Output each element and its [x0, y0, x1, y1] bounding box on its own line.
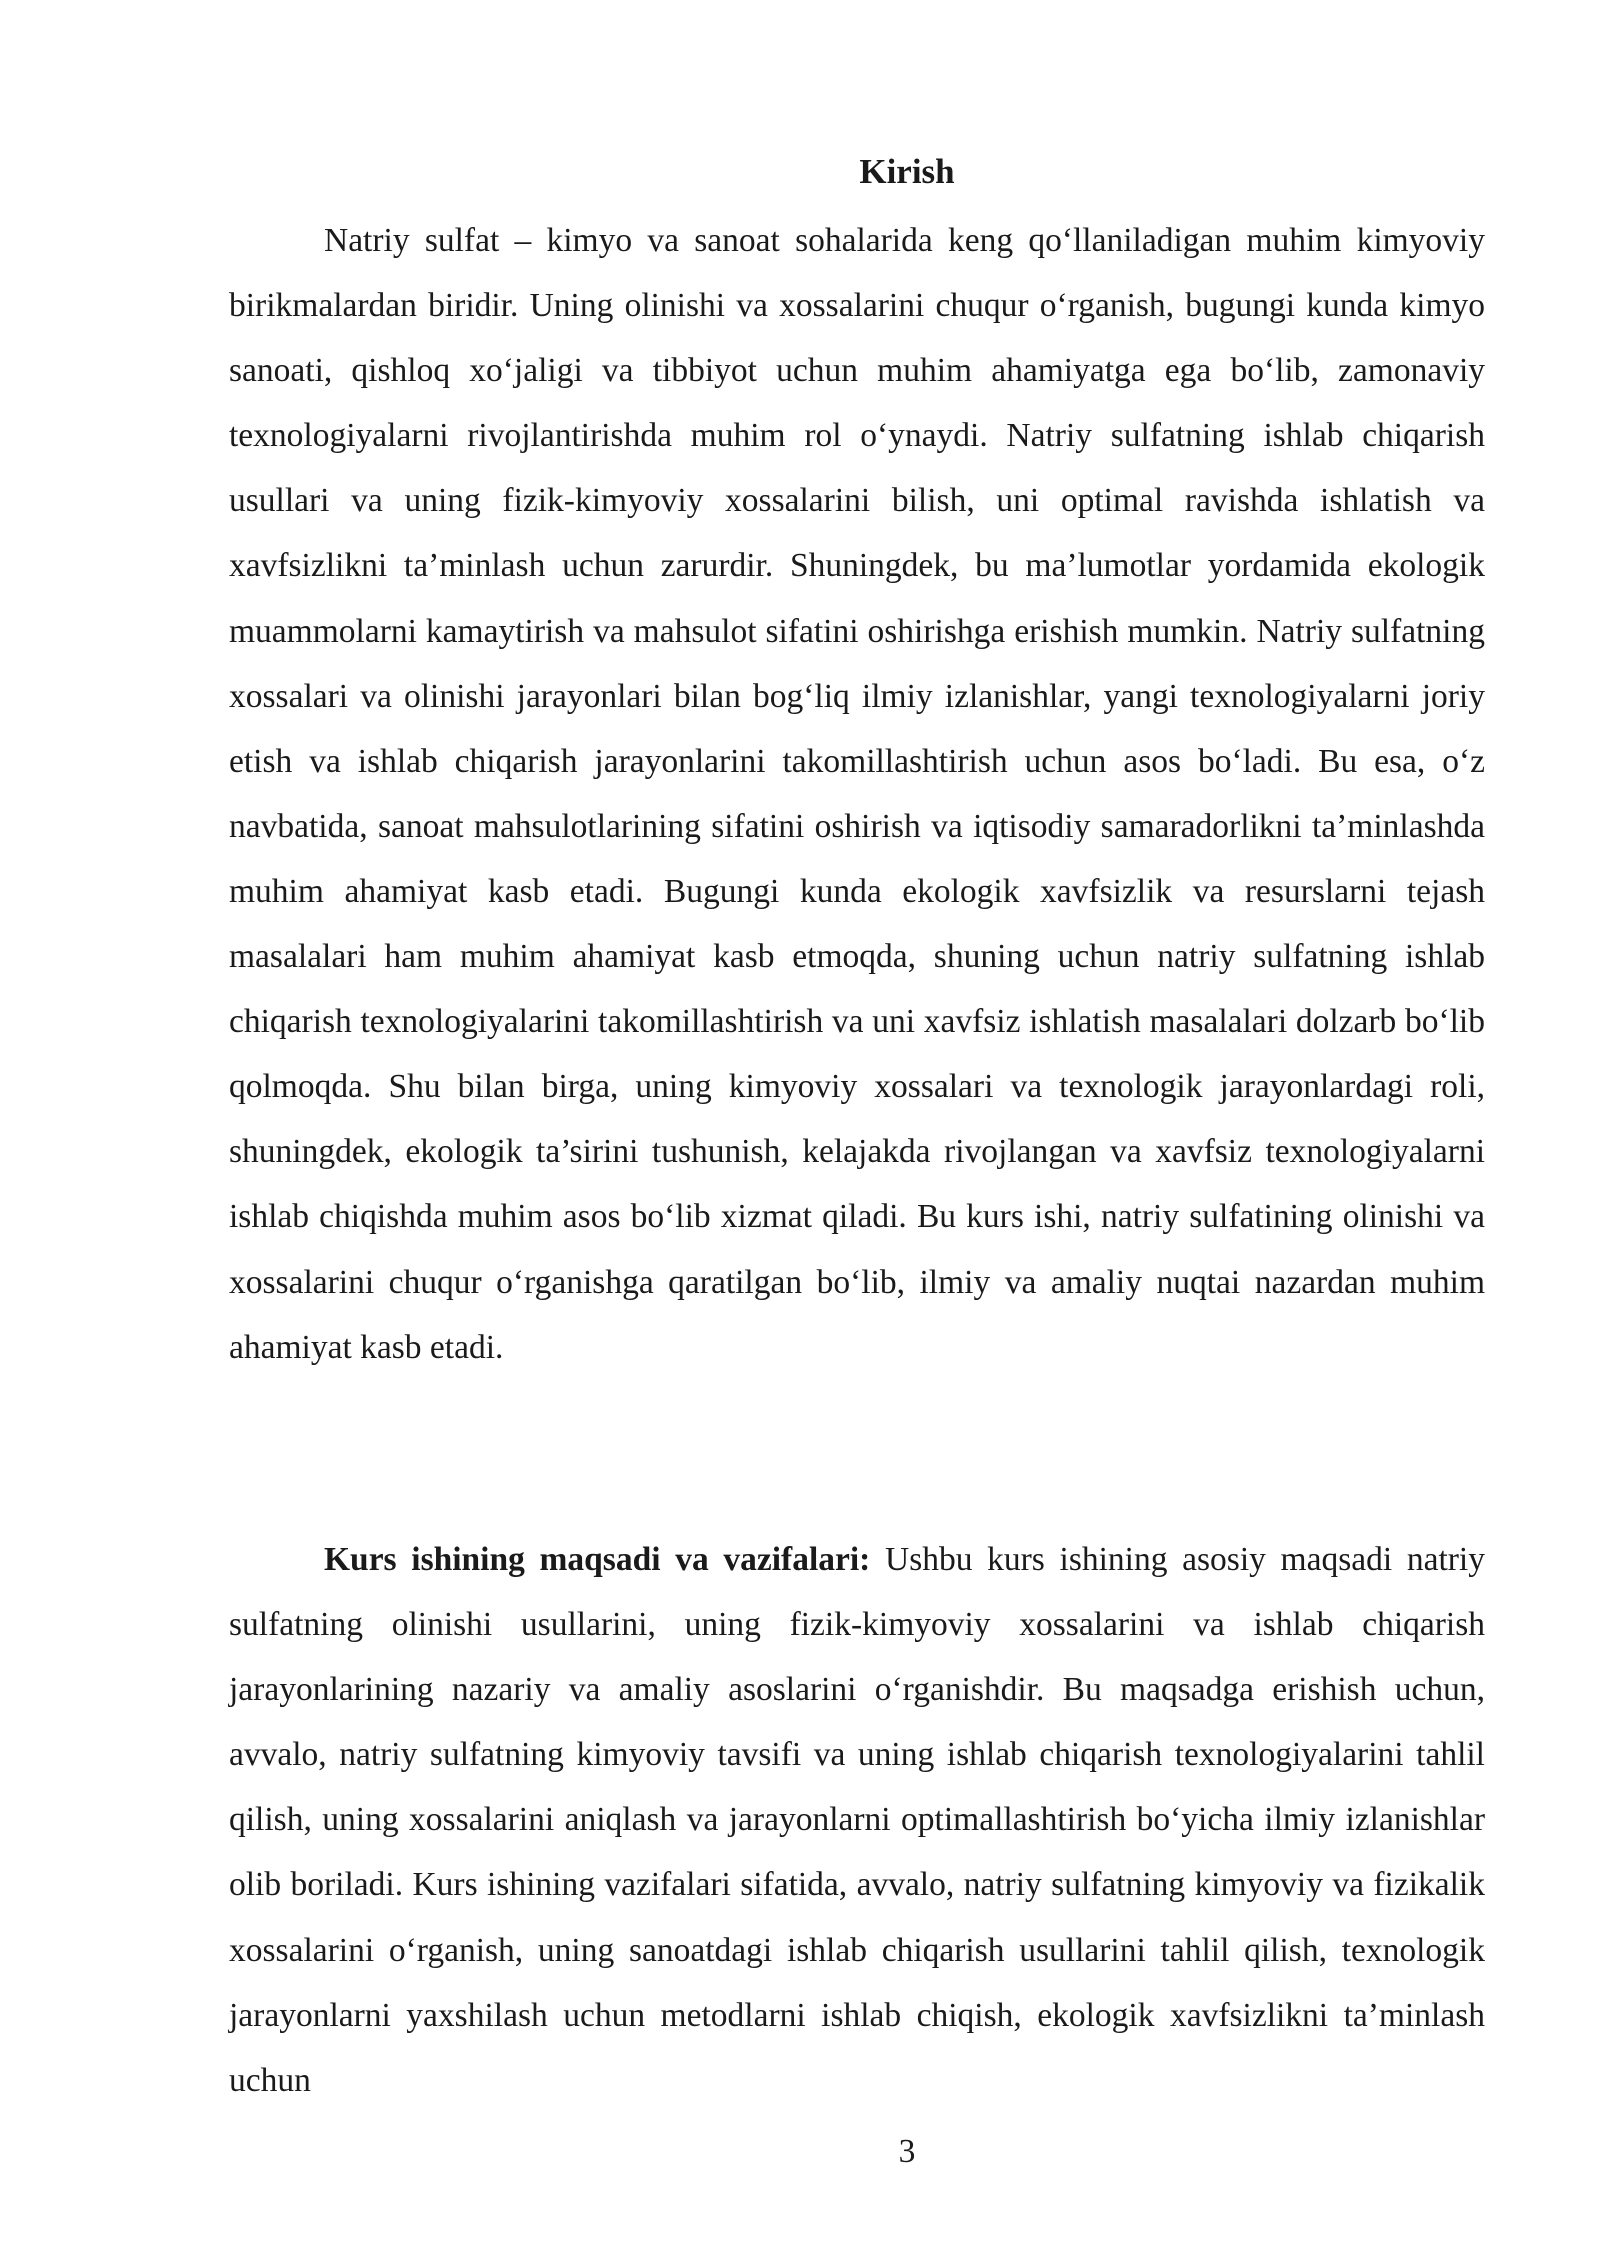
goals-run-in-heading: Kurs ishining maqsadi va vazifalari:	[324, 1541, 871, 1578]
page-number: 3	[898, 2133, 916, 2170]
goals-paragraph-text: Ushbu kurs ishining asosiy maqsadi natriy sulfatning olinishi usullarini, uning fizik-kimyoviy xossalarini va ishlab chiqarish jarayonlarining nazariy va amaliy asoslarini o‘rganishdir. Bu maqsadga erishish uchun, avvalo, natriy sulfatning kimyoviy tavsifi va uning ishlab chiqarish texnologiyalarini tahlil qilish, uning xossalarini aniqlash va jarayonlarni optimallashtirish bo‘yicha ilmiy izlanishlar olib boriladi. Kurs ishining vazifalari sifatida, avvalo, natriy sulfatning kimyoviy va fizikalik xossalarini o‘rganish, uning sanoatdagi ishlab chiqarish usullarini tahlil qilish, texnologik jarayonlarni yaxshilash uchun metodlarni ishlab chiqish, ekologik xavfsizlikni ta’minlash uchun	[229, 1541, 1485, 2099]
intro-paragraph: Natriy sulfat – kimyo va sanoat sohalarida keng qo‘llaniladigan muhim kimyoviy birikmalardan biridir. Uning olinishi va xossalarini chuqur o‘rganish, bugungi kunda kimyo sanoati, qishloq xo‘jaligi va tibbiyot uchun muhim ahamiyatga ega bo‘lib, zamonaviy texnologiyalarni rivojlantirishda muhim rol o‘ynaydi. Natriy sulfatning ishlab chiqarish usullari va uning fizik-kimyoviy xossalarini bilish, uni optimal ravishda ishlatish va xavfsizlikni ta’minlash uchun zarurdir. Shuningdek, bu ma’lumotlar yordamida ekologik muammolarni kamaytirish va mahsulot sifatini oshirishga erishish mumkin. Natriy sulfatning xossalari va olinishi jarayonlari bilan bog‘liq ilmiy izlanishlar, yangi texnologiyalarni joriy etish va ishlab chiqarish jarayonlarini takomillashtirish uchun asos bo‘ladi. Bu esa, o‘z navbatida, sanoat mahsulotlarining sifatini oshirish va iqtisodiy samaradorlikni ta’minlashda muhim ahamiyat kasb etadi. Bugungi kunda ekologik xavfsizlik va resurslarni tejash masalalari ham muhim ahamiyat kasb etmoqda, shuning uchun natriy sulfatning ishlab chiqarish texnologiyalarini takomillashtirish va uni xavfsiz ishlatish masalalari dolzarb bo‘lib qolmoqda. Shu bilan birga, uning kimyoviy xossalari va texnologik jarayonlardagi roli, shuningdek, ekologik ta’sirini tushunish, kelajakda rivojlangan va xavfsiz texnologiyalarni ishlab chiqishda muhim asos bo‘lib xizmat qiladi. Bu kurs ishi, natriy sulfatining olinishi va xossalarini chuqur o‘rganishga qaratilgan bo‘lib, ilmiy va amaliy nuqtai nazardan muhim ahamiyat kasb etadi.	[229, 222, 1485, 1366]
section-heading: Kirish	[859, 152, 955, 191]
goals-paragraph	[229, 1527, 1485, 2113]
